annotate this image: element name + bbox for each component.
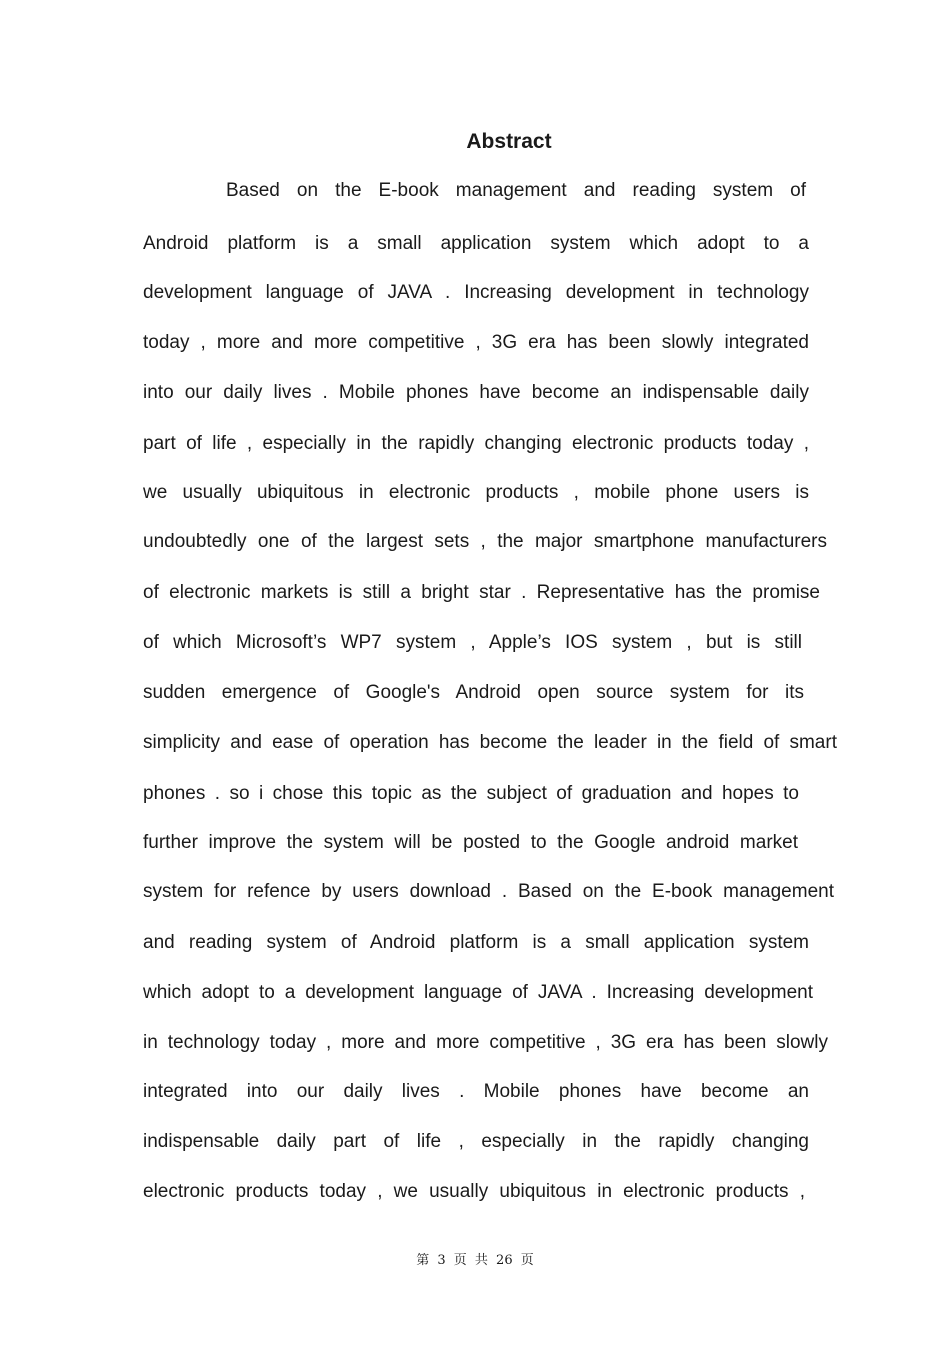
text-line: electronic products today , we usually ubiquitous in electronic products , [143, 1181, 805, 1202]
text-line: Based on the E-book management and reading system of [226, 180, 806, 201]
text-line: further improve the system will be posted to the Google android market [143, 832, 798, 853]
text-line: into our daily lives . Mobile phones have become an indispensable daily [143, 382, 809, 403]
text-line: of electronic markets is still a bright star . Representative has the promise [143, 582, 820, 603]
text-line: undoubtedly one of the largest sets , the major smartphone manufacturers [143, 531, 827, 552]
page-number-footer: 第 3 页 共 26 页 [416, 1253, 534, 1268]
text-line: integrated into our daily lives . Mobile phones have become an [143, 1081, 809, 1102]
text-line: today , more and more competitive , 3G era has been slowly integrated [143, 332, 809, 353]
text-line: indispensable daily part of life , especially in the rapidly changing [143, 1131, 809, 1152]
text-line: which adopt to a development language of JAVA . Increasing development [143, 982, 813, 1003]
text-line: Android platform is a small application system which adopt to a [143, 233, 809, 254]
page-title: Abstract [466, 130, 552, 153]
text-line: phones . so i chose this topic as the subject of graduation and hopes to [143, 783, 799, 804]
text-line: system for refence by users download . Based on the E-book management [143, 881, 834, 902]
text-line: part of life , especially in the rapidly changing electronic products today , [143, 433, 809, 454]
text-line: we usually ubiquitous in electronic products , mobile phone users is [143, 482, 809, 503]
text-line: simplicity and ease of operation has become the leader in the field of smart [143, 732, 837, 753]
text-line: development language of JAVA . Increasing development in technology [143, 282, 809, 303]
text-line: sudden emergence of Google's Android open source system for its [143, 682, 804, 703]
text-line: in technology today , more and more competitive , 3G era has been slowly [143, 1032, 828, 1053]
text-line: of which Microsoft’s WP7 system , Apple’s IOS system , but is still [143, 632, 802, 653]
text-line: and reading system of Android platform is a small application system [143, 932, 809, 953]
